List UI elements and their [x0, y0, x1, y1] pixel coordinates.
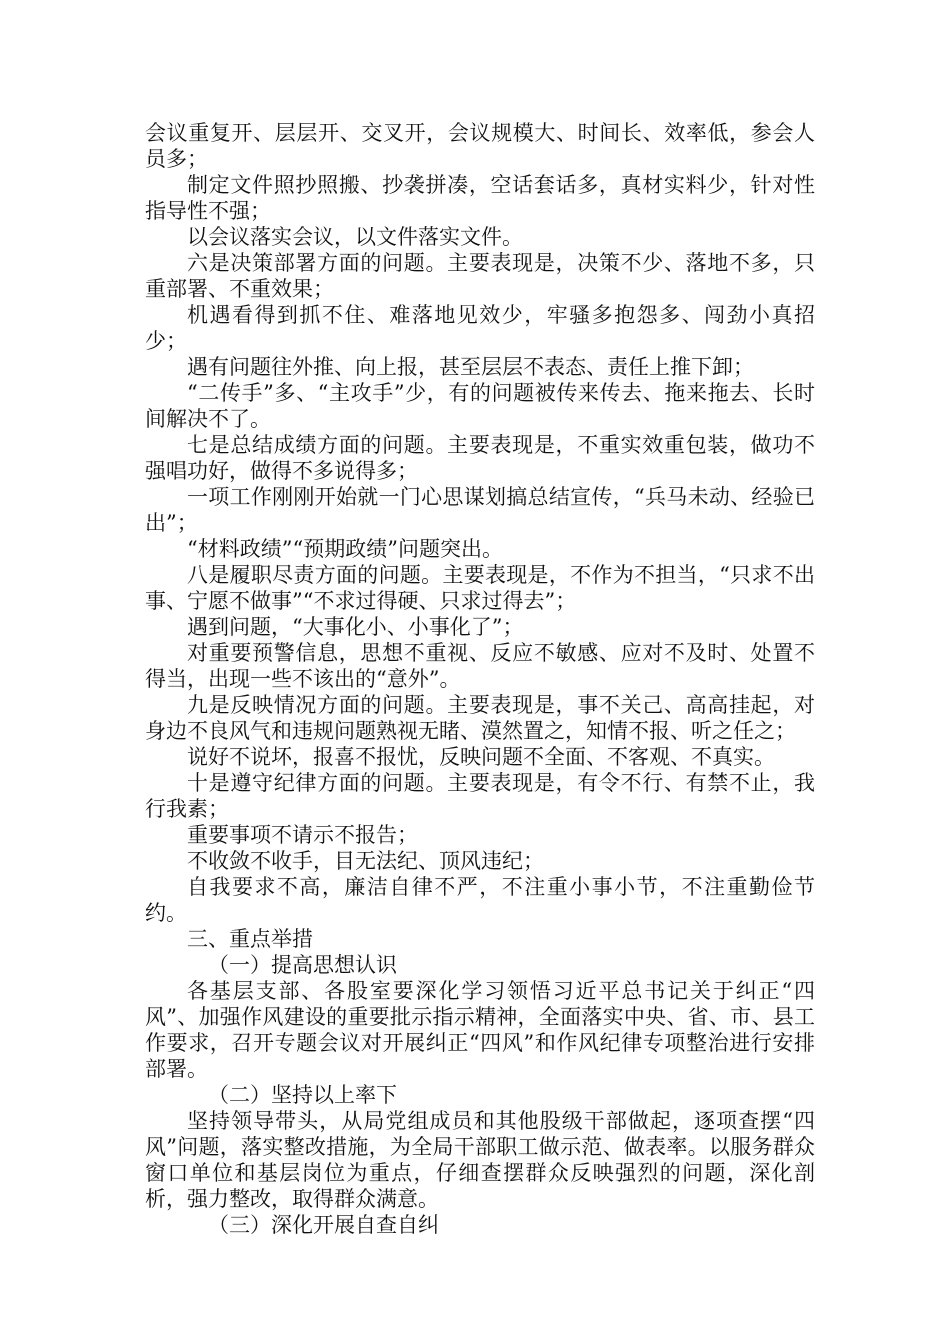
paragraph: 自我要求不高，廉洁自律不严，不注重小事小节，不注重勤俭节约。: [145, 875, 815, 925]
paragraph: 说好不说坏，报喜不报忧，反映问题不全面、不客观、不真实。: [187, 745, 775, 769]
paragraph: 十是遵守纪律方面的问题。主要表现是，有令不行、有禁不止，我行我素；: [145, 771, 815, 821]
section-subheading: （三）深化开展自查自纠: [208, 1213, 439, 1237]
section-subheading: （二）坚持以上率下: [208, 1083, 397, 1107]
section-subheading: （一）提高思想认识: [208, 953, 397, 977]
document-body: [145, 120, 815, 1238]
paragraph: 九是反映情况方面的问题。主要表现是，事不关己、高高挂起，对身边不良风气和违规问题熟视无睹、漠然置之，知情不报、听之任之；: [145, 693, 815, 743]
paragraph: “二传手”多、“主攻手”少，有的问题被传来传去、拖来拖去、长时间解决不了。: [145, 381, 815, 431]
paragraph: 以会议落实会议，以文件落实文件。: [187, 225, 523, 249]
paragraph: 三、重点举措: [187, 927, 313, 951]
paragraph: 机遇看得到抓不住、难落地见效少，牢骚多抱怨多、闯劲小真招少；: [145, 303, 815, 353]
paragraph: 八是履职尽责方面的问题。主要表现是，不作为不担当，“只求不出事、宁愿不做事”“不求过得硬、只求过得去”；: [145, 563, 815, 613]
paragraph: 重要事项不请示不报告；: [187, 823, 418, 847]
paragraph: “材料政绩”“预期政绩”问题突出。: [187, 537, 503, 561]
paragraph: 制定文件照抄照搬、抄袭拼凑，空话套话多，真材实料少，针对性指导性不强；: [145, 173, 815, 223]
paragraph: 对重要预警信息，思想不重视、反应不敏感、应对不及时、处置不得当，出现一些不该出的“意外”。: [145, 641, 815, 691]
paragraph: 坚持领导带头，从局党组成员和其他股级干部做起，逐项查摆“四风”问题，落实整改措施，为全局干部职工做示范、做表率。以服务群众窗口单位和基层岗位为重点，仔细查摆群众反映强烈的问题，深化剖析，强力整改，取得群众满意。: [145, 1109, 815, 1211]
paragraph: 各基层支部、各股室要深化学习领悟习近平总书记关于纠正“四风”、加强作风建设的重要批示指示精神，全面落实中央、省、市、县工作要求，召开专题会议对开展纠正“四风”和作风纪律专项整治进行安排部署。: [145, 979, 815, 1081]
paragraph: 七是总结成绩方面的问题。主要表现是，不重实效重包装，做功不强唱功好，做得不多说得多；: [145, 433, 815, 483]
paragraph: 六是决策部署方面的问题。主要表现是，决策不少、落地不多，只重部署、不重效果；: [145, 251, 815, 301]
paragraph: 遇有问题往外推、向上报，甚至层层不表态、责任上推下卸；: [187, 355, 754, 379]
paragraph: 一项工作刚刚开始就一门心思谋划搞总结宣传，“兵马未动、经验已出”；: [145, 485, 815, 535]
paragraph: 不收敛不收手，目无法纪、顶风违纪；: [187, 849, 544, 873]
paragraph: 遇到问题，“大事化小、小事化了”；: [187, 615, 524, 639]
paragraph: 会议重复开、层层开、交叉开，会议规模大、时间长、效率低，参会人员多；: [145, 121, 815, 171]
